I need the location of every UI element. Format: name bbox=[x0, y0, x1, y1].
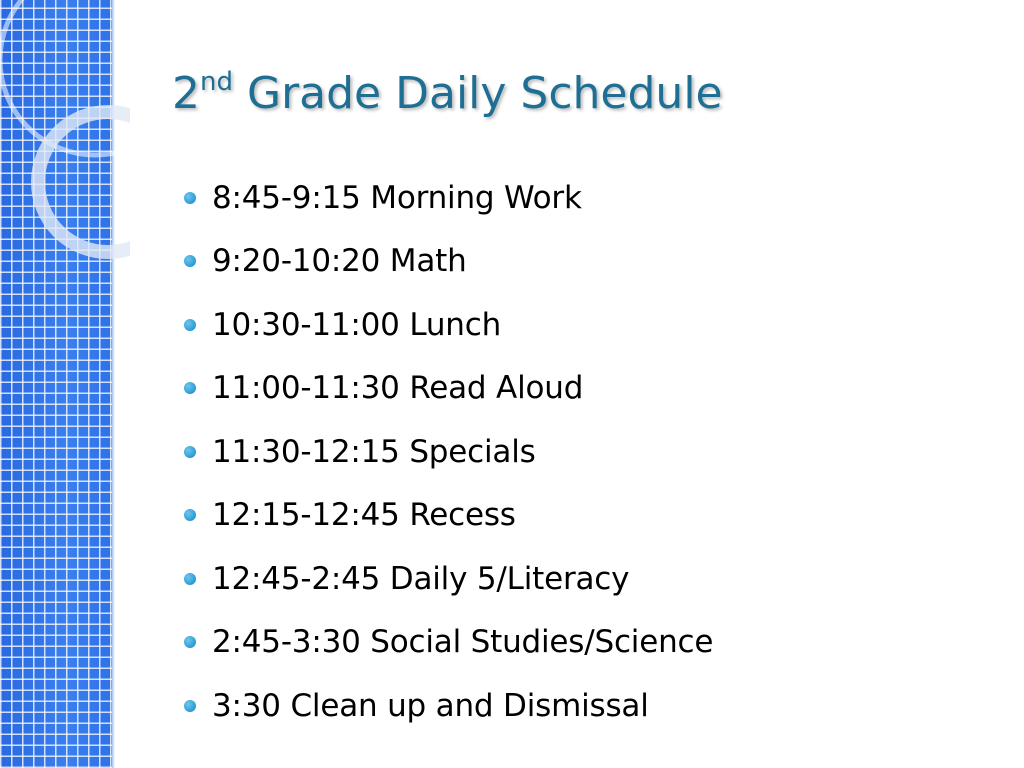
bullet-icon bbox=[184, 636, 196, 648]
title-number: 2 bbox=[172, 68, 200, 119]
bullet-icon bbox=[184, 700, 196, 712]
bullet-icon bbox=[184, 192, 196, 204]
list-item bbox=[184, 420, 713, 484]
bullet-icon bbox=[184, 255, 196, 267]
list-item bbox=[184, 293, 713, 357]
list-item-text: 12:15-12:45 Recess bbox=[212, 497, 516, 534]
list-item bbox=[184, 674, 713, 738]
decorative-circles bbox=[0, 0, 130, 260]
title-text: Grade Daily Schedule bbox=[232, 68, 723, 119]
small-ring-decoration bbox=[38, 112, 130, 252]
list-item-text: 2:45-3:30 Social Studies/Science bbox=[212, 624, 714, 661]
slide-title bbox=[172, 62, 723, 126]
list-item bbox=[184, 357, 713, 421]
bullet-icon bbox=[184, 509, 196, 521]
list-item-text: 9:20-10:20 Math bbox=[212, 243, 467, 280]
list-item bbox=[184, 547, 713, 611]
list-item bbox=[184, 166, 713, 230]
list-item-text: 3:30 Clean up and Dismissal bbox=[212, 687, 649, 724]
list-item-text: 12:45-2:45 Daily 5/Literacy bbox=[212, 560, 630, 597]
list-item-text: 11:00-11:30 Read Aloud bbox=[212, 370, 584, 407]
schedule-list bbox=[184, 166, 713, 738]
list-item bbox=[184, 230, 713, 294]
list-item-text: 8:45-9:15 Morning Work bbox=[212, 179, 582, 216]
list-item-text: 11:30-12:15 Specials bbox=[212, 433, 536, 470]
bullet-icon bbox=[184, 382, 196, 394]
title-superscript: nd bbox=[200, 67, 233, 97]
bullet-icon bbox=[184, 573, 196, 585]
bullet-icon bbox=[184, 319, 196, 331]
bullet-icon bbox=[184, 446, 196, 458]
list-item-text: 10:30-11:00 Lunch bbox=[212, 306, 502, 343]
list-item bbox=[184, 611, 713, 675]
list-item bbox=[184, 484, 713, 548]
